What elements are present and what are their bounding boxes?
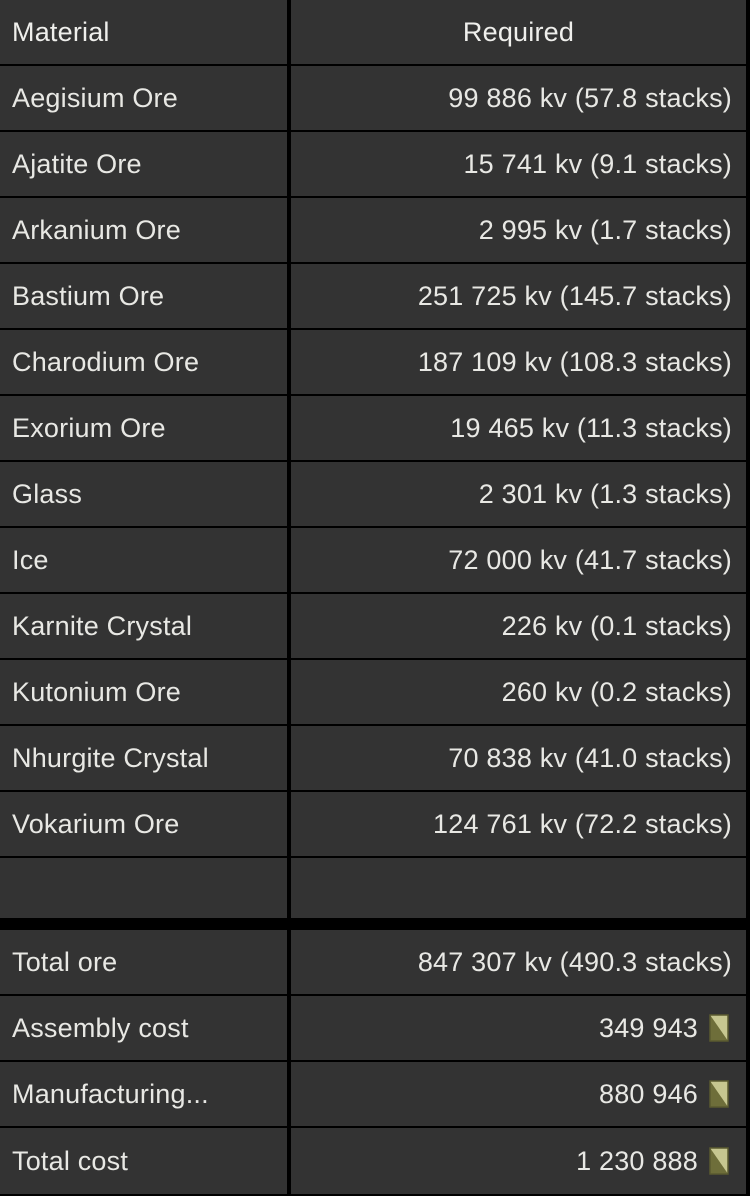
summary-row-assembly-cost — [0, 996, 750, 1062]
summary-row-total-cost — [0, 1128, 750, 1194]
material-required: 15 741 kv (9.1 stacks) — [291, 132, 746, 196]
currency-coin-icon — [706, 1146, 732, 1176]
material-name: Exorium Ore — [0, 396, 291, 460]
material-name: Glass — [0, 462, 291, 526]
material-name: Karnite Crystal — [0, 594, 291, 658]
summary-value: 349 943 — [599, 1012, 698, 1043]
material-required: 19 465 kv (11.3 stacks) — [291, 396, 746, 460]
summary-row-manufacturing-cost — [0, 1062, 750, 1128]
material-required: 260 kv (0.2 stacks) — [291, 660, 746, 724]
material-name: Vokarium Ore — [0, 792, 291, 856]
material-required: 2 995 kv (1.7 stacks) — [291, 198, 746, 262]
spacer-cell-right — [291, 858, 746, 918]
material-name: Ajatite Ore — [0, 132, 291, 196]
material-name: Nhurgite Crystal — [0, 726, 291, 790]
table-row[interactable] — [0, 330, 750, 396]
material-name: Charodium Ore — [0, 330, 291, 394]
currency-coin-icon — [706, 1013, 732, 1043]
summary-value: 847 307 kv (490.3 stacks) — [291, 930, 746, 994]
table-header-row — [0, 0, 750, 66]
table-row[interactable] — [0, 594, 750, 660]
material-required: 251 725 kv (145.7 stacks) — [291, 264, 746, 328]
summary-label: Assembly cost — [0, 996, 291, 1060]
material-name: Ice — [0, 528, 291, 592]
table-row[interactable] — [0, 396, 750, 462]
summary-label: Total cost — [0, 1128, 291, 1194]
summary-value-wrap — [291, 996, 746, 1060]
currency-coin-icon — [706, 1079, 732, 1109]
material-name: Bastium Ore — [0, 264, 291, 328]
table-row[interactable] — [0, 264, 750, 330]
summary-value-wrap — [291, 1062, 746, 1126]
material-required: 99 886 kv (57.8 stacks) — [291, 66, 746, 130]
column-header-required: Required — [291, 0, 746, 64]
table-row[interactable] — [0, 660, 750, 726]
spacer-cell-left — [0, 858, 291, 918]
table-row[interactable] — [0, 726, 750, 792]
summary-value: 880 946 — [599, 1078, 698, 1109]
material-required: 70 838 kv (41.0 stacks) — [291, 726, 746, 790]
material-name: Aegisium Ore — [0, 66, 291, 130]
summary-label: Total ore — [0, 930, 291, 994]
table-row[interactable] — [0, 792, 750, 858]
material-name: Arkanium Ore — [0, 198, 291, 262]
material-required: 124 761 kv (72.2 stacks) — [291, 792, 746, 856]
summary-row-total-ore — [0, 930, 750, 996]
summary-value-wrap — [291, 1128, 746, 1194]
table-row[interactable] — [0, 528, 750, 594]
table-row[interactable] — [0, 132, 750, 198]
material-required: 72 000 kv (41.7 stacks) — [291, 528, 746, 592]
table-spacer-row — [0, 858, 750, 920]
material-required: 2 301 kv (1.3 stacks) — [291, 462, 746, 526]
table-row[interactable] — [0, 462, 750, 528]
column-header-material: Material — [0, 0, 291, 64]
section-divider — [0, 920, 750, 930]
table-row[interactable] — [0, 66, 750, 132]
summary-label: Manufacturing... — [0, 1062, 291, 1126]
material-required: 187 109 kv (108.3 stacks) — [291, 330, 746, 394]
summary-value: 1 230 888 — [576, 1145, 698, 1176]
material-required: 226 kv (0.1 stacks) — [291, 594, 746, 658]
material-name: Kutonium Ore — [0, 660, 291, 724]
table-row[interactable] — [0, 198, 750, 264]
